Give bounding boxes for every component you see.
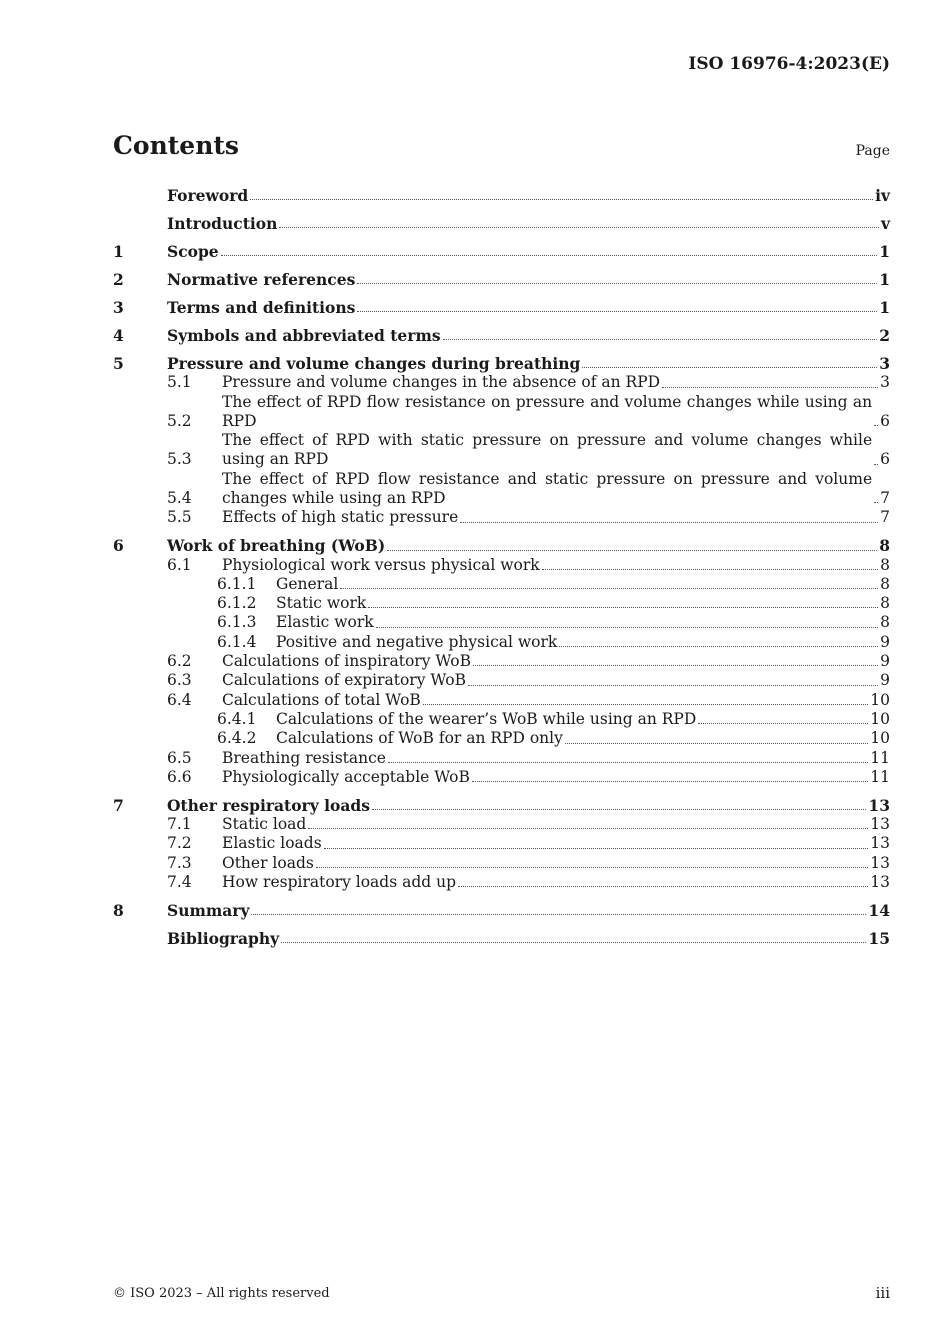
dot-leader — [698, 723, 868, 724]
toc-entry[interactable] — [113, 186, 890, 205]
toc-entry-title: Terms and definitions — [167, 297, 356, 317]
toc-entry[interactable] — [113, 594, 890, 613]
toc-entry[interactable] — [113, 796, 890, 815]
toc-entry[interactable] — [113, 326, 890, 345]
dot-leader — [458, 886, 868, 887]
toc-entry[interactable] — [113, 298, 890, 317]
toc-entry-number: 1 — [113, 241, 124, 261]
toc-entry-page: 10 — [870, 729, 890, 748]
toc-entry-number: 6.1.2 — [217, 594, 257, 613]
dot-leader — [221, 255, 878, 256]
toc-entry-title: Elastic loads — [222, 834, 322, 853]
document-id: ISO 16976-4:2023(E) — [688, 54, 890, 74]
toc-entry-number: 5 — [113, 353, 124, 373]
dot-leader — [874, 464, 878, 465]
toc-entry-page: iv — [875, 186, 890, 205]
toc-entry-page: 1 — [879, 241, 890, 261]
toc-entry-title: General — [276, 574, 339, 593]
toc-entry-number: 5.2 — [167, 411, 192, 430]
page-column-label: Page — [855, 143, 890, 159]
toc-entry-title: Effects of high static pressure — [222, 508, 459, 527]
toc-entry[interactable] — [113, 652, 890, 671]
toc-entry-number: 6.4 — [167, 690, 192, 709]
toc-entry[interactable] — [113, 834, 890, 853]
toc-entry-number: 3 — [113, 297, 124, 317]
toc-entry-title: The effect of RPD flow resistance and static pressure on pressure and volume changes while using an RPD — [222, 469, 873, 507]
toc-entry-title: Calculations of total WoB — [222, 690, 421, 709]
toc-entry-number: 6.1.1 — [217, 574, 257, 593]
toc-entry[interactable] — [113, 270, 890, 289]
dot-leader — [388, 762, 868, 763]
dot-leader — [460, 522, 878, 523]
toc-entry[interactable] — [113, 373, 890, 392]
toc-entry-title: Calculations of expiratory WoB — [222, 671, 466, 690]
dot-leader — [565, 743, 868, 744]
toc-entry-title: Calculations of WoB for an RPD only — [276, 729, 563, 748]
toc-entry-page: 8 — [880, 594, 890, 613]
dot-leader — [582, 367, 877, 368]
dot-leader — [324, 848, 869, 849]
toc-entry-title: Other respiratory loads — [167, 795, 370, 815]
toc-entry-number: 5.1 — [167, 373, 192, 392]
toc-entry-title: Pressure and volume changes during breathing — [167, 353, 581, 373]
dot-leader — [559, 646, 878, 647]
toc-entry[interactable] — [113, 710, 890, 729]
toc-entry-number: 7.1 — [167, 815, 192, 834]
toc-entry-page: 15 — [868, 928, 890, 948]
toc-entry[interactable] — [113, 671, 890, 690]
toc-entry-number: 6.4.1 — [217, 709, 257, 728]
dot-leader — [308, 828, 868, 829]
dot-leader — [357, 283, 877, 284]
toc-entry[interactable] — [113, 691, 890, 710]
toc-entry-title: Positive and negative physical work — [276, 632, 558, 651]
toc-entry-title: Bibliography — [167, 928, 280, 948]
toc-entry-title: Physiological work versus physical work — [222, 555, 540, 574]
toc-entry-page: 8 — [880, 613, 890, 632]
toc-entry[interactable] — [113, 854, 890, 873]
toc-entry-page: 8 — [880, 574, 890, 593]
toc-entry-number: 5.4 — [167, 488, 192, 507]
toc-entry[interactable] — [113, 768, 890, 787]
dot-leader — [662, 387, 878, 388]
toc-entry[interactable] — [113, 393, 890, 432]
toc-entry-title: Other loads — [222, 853, 314, 872]
dot-leader — [357, 311, 877, 312]
toc-entry-number: 7.4 — [167, 873, 192, 891]
dot-leader — [250, 199, 873, 200]
toc-entry-page: 8 — [879, 536, 890, 556]
dot-leader — [376, 627, 878, 628]
toc-entry-page: 8 — [880, 555, 890, 574]
toc-entry-title: How respiratory loads add up — [222, 873, 457, 891]
table-of-contents — [113, 186, 890, 948]
toc-entry-number: 6.2 — [167, 652, 192, 671]
toc-entry-page: 7 — [880, 508, 890, 527]
toc-entry-number: 6.6 — [167, 767, 192, 786]
contents-heading: Contents — [113, 131, 240, 160]
toc-entry-page: 1 — [879, 297, 890, 317]
toc-entry-title: Symbols and abbreviated terms — [167, 325, 441, 345]
toc-entry-page: 2 — [879, 325, 890, 345]
toc-entry[interactable] — [113, 633, 890, 652]
toc-entry-number: 7.3 — [167, 853, 192, 872]
toc-entry-number: 6.1 — [167, 555, 192, 574]
dot-leader — [281, 942, 866, 943]
dot-leader — [874, 502, 878, 503]
toc-entry-page: 13 — [870, 834, 890, 853]
dot-leader — [473, 665, 878, 666]
dot-leader — [387, 550, 877, 551]
dot-leader — [472, 781, 868, 782]
toc-entry-title: Static work — [276, 594, 367, 613]
toc-entry-number: 6 — [113, 536, 124, 556]
toc-entry-page: 7 — [880, 488, 890, 507]
dot-leader — [279, 227, 879, 228]
toc-entry-number: 7 — [113, 795, 124, 815]
toc-entry-page: 10 — [870, 709, 890, 728]
toc-entry[interactable] — [113, 214, 890, 233]
toc-entry[interactable] — [113, 929, 890, 948]
toc-entry-title: Foreword — [167, 186, 249, 205]
toc-entry-title: Physiologically acceptable WoB — [222, 767, 470, 786]
toc-entry-title: Scope — [167, 241, 219, 261]
toc-entry-title: Pressure and volume changes in the absence of an RPD — [222, 373, 661, 392]
dot-leader — [443, 339, 878, 340]
toc-entry[interactable] — [113, 431, 890, 470]
toc-entry-page: 6 — [880, 411, 890, 430]
toc-entry-number: 7.2 — [167, 834, 192, 853]
toc-entry[interactable] — [113, 749, 890, 768]
dot-leader — [372, 809, 866, 810]
toc-entry-page: 13 — [870, 853, 890, 872]
copyright-notice: © ISO 2023 – All rights reserved — [113, 1286, 330, 1301]
toc-entry-page: 3 — [879, 353, 890, 373]
toc-entry-page: 6 — [880, 450, 890, 469]
toc-entry-page: 13 — [870, 873, 890, 891]
toc-entry-title: Work of breathing (WoB) — [167, 536, 386, 556]
dot-leader — [251, 914, 866, 915]
toc-entry-title: Summary — [167, 900, 250, 920]
dot-leader — [340, 588, 878, 589]
toc-entry-page: 11 — [870, 767, 890, 786]
toc-entry-page: 10 — [870, 690, 890, 709]
toc-entry[interactable] — [113, 873, 890, 892]
dot-leader — [468, 685, 878, 686]
toc-entry-number: 6.4.2 — [217, 729, 257, 748]
dot-leader — [368, 607, 878, 608]
toc-entry[interactable] — [113, 729, 890, 748]
toc-entry-title: Normative references — [167, 269, 356, 289]
toc-entry[interactable] — [113, 575, 890, 594]
toc-entry-number: 6.1.4 — [217, 632, 257, 651]
toc-entry-page: 3 — [880, 373, 890, 392]
toc-entry[interactable] — [113, 815, 890, 834]
dot-leader — [874, 425, 878, 426]
toc-entry-page: v — [880, 213, 890, 233]
toc-entry-page: 14 — [868, 900, 890, 920]
toc-entry[interactable] — [113, 536, 890, 555]
toc-entry-number: 8 — [113, 900, 124, 920]
toc-entry[interactable] — [113, 556, 890, 575]
toc-entry-number: 6.5 — [167, 748, 192, 767]
toc-entry-page: 9 — [880, 652, 890, 671]
dot-leader — [542, 569, 878, 570]
page-number: iii — [875, 1284, 890, 1302]
toc-entry[interactable] — [113, 901, 890, 920]
toc-entry-page: 1 — [879, 269, 890, 289]
toc-entry-page: 9 — [880, 671, 890, 690]
toc-entry-page: 13 — [870, 815, 890, 834]
toc-entry-title: The effect of RPD flow resistance on pressure and volume changes while using an RPD — [222, 392, 873, 430]
toc-entry-number: 6.3 — [167, 671, 192, 690]
dot-leader — [423, 704, 868, 705]
toc-entry-number: 6.1.3 — [217, 613, 257, 632]
toc-entry-number: 5.3 — [167, 450, 192, 469]
toc-entry-number: 4 — [113, 325, 124, 345]
toc-entry-number: 5.5 — [167, 508, 192, 527]
toc-entry-title: Calculations of inspiratory WoB — [222, 652, 471, 671]
dot-leader — [316, 867, 868, 868]
toc-entry-number: 2 — [113, 269, 124, 289]
toc-entry-page: 11 — [870, 748, 890, 767]
toc-entry-title: Calculations of the wearer’s WoB while using an RPD — [276, 709, 697, 728]
toc-entry[interactable] — [113, 242, 890, 261]
toc-entry-title: Elastic work — [276, 613, 374, 632]
toc-entry-page: 13 — [868, 795, 890, 815]
toc-entry-title: Breathing resistance — [222, 748, 386, 767]
toc-entry[interactable] — [113, 508, 890, 527]
toc-entry-page: 9 — [880, 632, 890, 651]
toc-entry[interactable] — [113, 613, 890, 632]
toc-entry[interactable] — [113, 354, 890, 373]
toc-entry-title: The effect of RPD with static pressure on pressure and volume changes while using an RPD — [222, 431, 873, 469]
toc-entry[interactable] — [113, 470, 890, 509]
toc-entry-title: Static load — [222, 815, 307, 834]
toc-entry-title: Introduction — [167, 213, 278, 233]
